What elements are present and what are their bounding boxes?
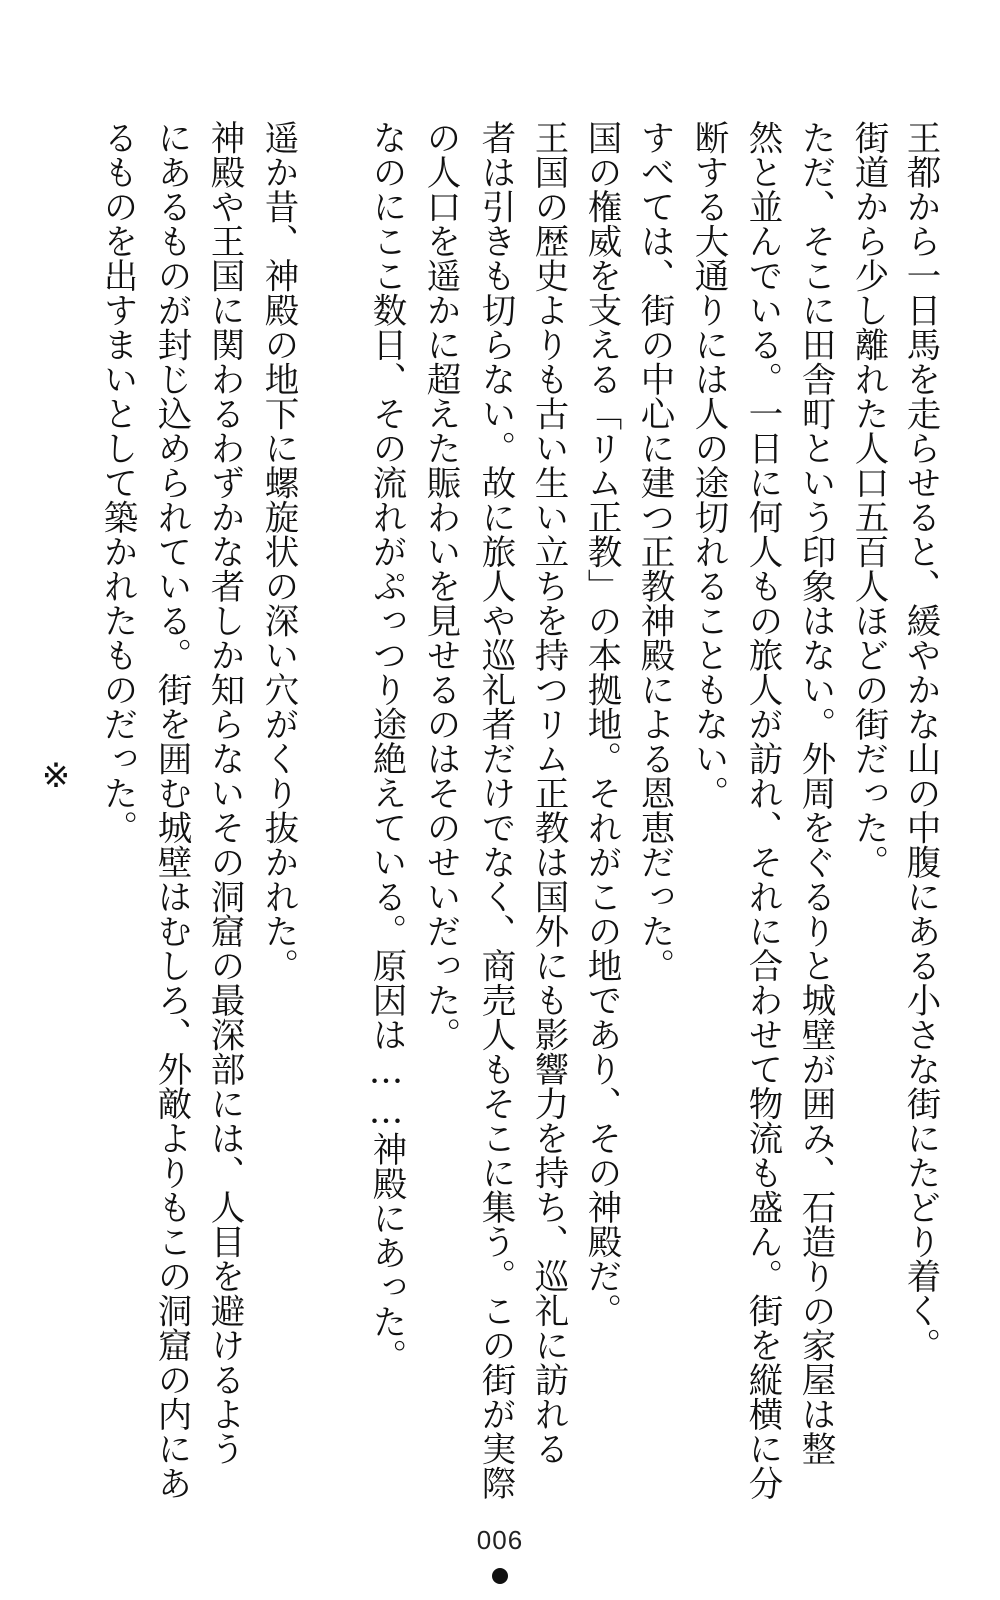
text-column-11: なのにここ数日、その流れがぷっつり途絶えている。原因は……神殿にあった。 <box>366 120 406 1373</box>
text-column-6: すべては、街の中心に建つ正教神殿による恩恵だった。 <box>634 120 674 983</box>
text-column-2: 街道から少し離れた人口五百人ほどの街だった。 <box>848 120 888 879</box>
text-column-12: 遥か昔、神殿の地下に螺旋状の深い穴がくり抜かれた。 <box>258 120 298 983</box>
text-column-14: にあるものが封じ込められている。街を囲む城壁はむしろ、外敵よりもこの洞窟の内にあ <box>151 120 191 1500</box>
scene-break-mark: ※ <box>41 756 71 796</box>
text-column-13: 神殿や王国に関わるわずかな者しか知らないその洞窟の最深部には、人目を避けるよう <box>204 120 244 1466</box>
page-dot-ornament <box>492 1568 508 1584</box>
text-column-15: るものを出すまいとして築かれたものだった。 <box>97 120 137 845</box>
text-column-10: の人口を遥かに超えた賑わいを見せるのはそのせいだった。 <box>420 120 460 1052</box>
text-column-3: ただ、そこに田舎町という印象はない。外周をぐるりと城壁が囲み、石造りの家屋は整 <box>795 120 835 1466</box>
text-column-8: 王国の歴史よりも古い生い立ちを持つリム正教は国外にも影響力を持ち、巡礼に訪れる <box>528 120 568 1466</box>
text-column-7: 国の権威を支える「リム正教」の本拠地。それがこの地であり、その神殿だ。 <box>581 120 621 1328</box>
text-column-9: 者は引きも切らない。故に旅人や巡礼者だけでなく、商売人もそこに集う。この街が実際 <box>475 120 515 1500</box>
text-column-4: 然と並んでいる。一日に何人もの旅人が訪れ、それに合わせて物流も盛ん。街を縦横に分 <box>742 120 782 1500</box>
text-column-5: 断する大通りには人の途切れることもない。 <box>688 120 728 810</box>
text-column-1: 王都から一日馬を走らせると、緩やかな山の中腹にある小さな街にたどり着く。 <box>900 120 940 1362</box>
page-number: 006 <box>476 1525 524 1555</box>
